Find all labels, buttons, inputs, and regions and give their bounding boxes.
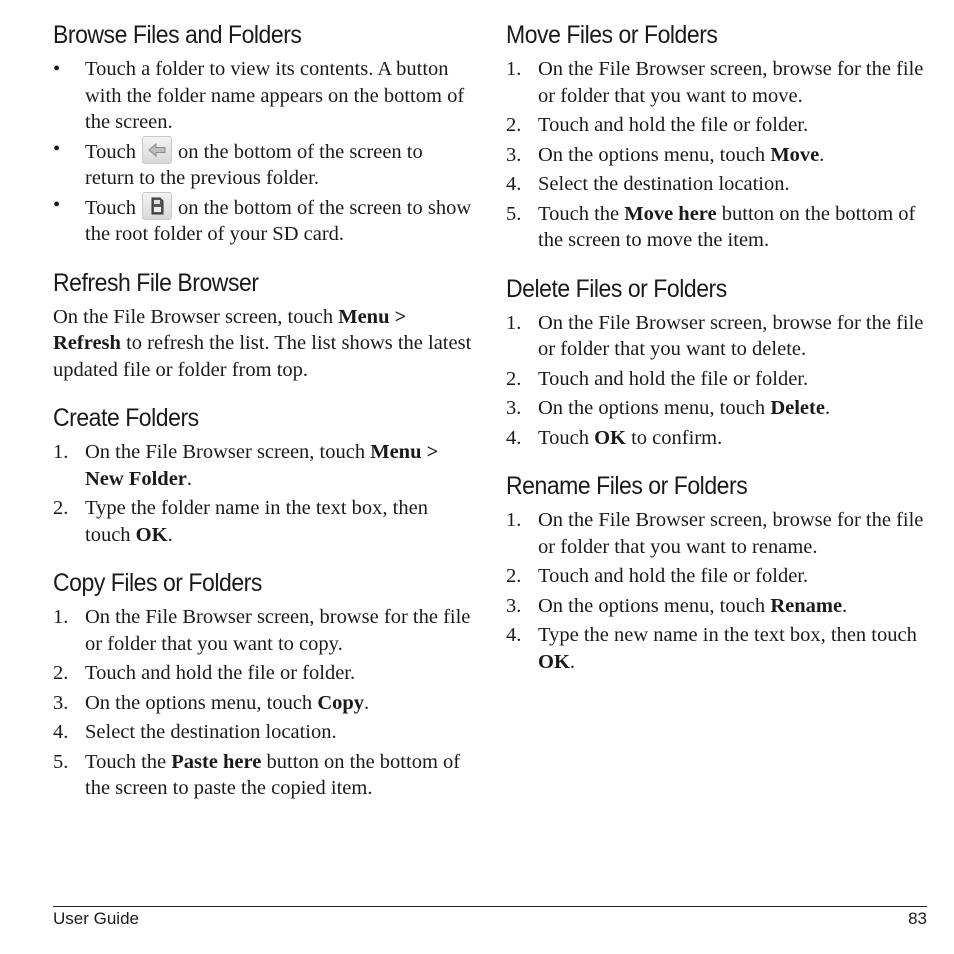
step-number: 5.: [506, 202, 522, 225]
text: Touch and hold the file or folder.: [538, 565, 809, 587]
list-item: [53, 749, 473, 802]
text: .: [186, 467, 193, 490]
text: On the options menu, touch: [538, 143, 771, 166]
step-number: 2.: [506, 565, 522, 587]
step-number: 1.: [53, 606, 69, 628]
text: On the options menu, touch: [85, 691, 318, 714]
text: On the File Browser screen, browse for the file or folder that you want to move.: [538, 58, 924, 107]
step-number: 4.: [506, 426, 522, 449]
section-create: [53, 401, 473, 548]
text: Touch and hold the file or folder.: [538, 114, 809, 136]
text: .: [819, 143, 825, 166]
text: On the File Browser screen, browse for the file or folder that you want to delete.: [538, 311, 924, 360]
step-number: 2.: [53, 662, 69, 684]
sd-card-icon: [142, 192, 172, 220]
text: Type the new name in the text box, then touch: [538, 624, 917, 646]
bold: Rename: [770, 594, 843, 617]
list-item: [506, 593, 926, 620]
text: Touch and hold the file or folder.: [538, 367, 809, 390]
step-number: 3.: [506, 143, 522, 166]
left-column: [53, 18, 473, 820]
page-number: 83: [908, 909, 927, 928]
list-item: [506, 310, 926, 363]
text: Touch the: [538, 202, 625, 225]
step-number: 5.: [53, 750, 69, 773]
text: On the options menu, touch: [538, 397, 771, 419]
text: .: [364, 691, 370, 714]
bullet-text: Touch a folder to view its contents. A button with the folder name appears on the bottom of the screen.: [85, 58, 465, 133]
list-item: [53, 690, 473, 717]
text: On the File Browser screen, browse for the file or folder that you want to rename.: [538, 509, 924, 558]
text: to refresh the list. The list shows the latest updated file or folder from top.: [53, 332, 472, 381]
heading-browse: Browse Files and Folders: [53, 21, 302, 49]
create-steps: [53, 439, 473, 548]
heading-copy: Copy Files or Folders: [53, 569, 262, 597]
list-item: [506, 201, 926, 254]
text: .: [842, 594, 848, 617]
step-number: 3.: [506, 397, 522, 419]
step-number: 3.: [506, 594, 522, 617]
text: Touch and hold the file or folder.: [85, 662, 356, 684]
right-column: [506, 18, 926, 693]
step-number: 2.: [53, 497, 69, 519]
text: On the File Browser screen, touch: [53, 305, 339, 328]
step-number: 4.: [506, 173, 522, 195]
text: On the File Browser screen, browse for the file or folder that you want to copy.: [85, 606, 471, 655]
bullet-marker: •: [53, 58, 61, 80]
list-item: [506, 171, 926, 198]
list-item: [506, 425, 926, 452]
heading-create: Create Folders: [53, 404, 199, 432]
step-number: 1.: [53, 441, 69, 463]
bold: OK: [135, 523, 168, 546]
list-item: [53, 495, 473, 548]
refresh-paragraph: [53, 304, 473, 384]
text: On the File Browser screen, touch: [85, 441, 371, 463]
heading-move: Move Files or Folders: [506, 21, 718, 49]
text: button on the bottom of the screen to paste the copied item.: [85, 750, 461, 799]
bold: Delete: [770, 397, 825, 419]
bold: OK: [538, 650, 570, 673]
text: Touch: [538, 426, 595, 449]
heading-delete: Delete Files or Folders: [506, 274, 727, 303]
step-number: 1.: [506, 509, 522, 531]
section-rename: [506, 469, 926, 675]
back-arrow-icon: [142, 136, 172, 164]
copy-steps: [53, 604, 473, 802]
rename-steps: [506, 507, 926, 675]
text: .: [824, 397, 831, 419]
list-item: [53, 56, 473, 136]
list-item: [506, 142, 926, 169]
list-item: [506, 507, 926, 560]
bold: Copy: [317, 691, 365, 714]
bullet-text-post: on the bottom of the screen to return to the previous folder.: [85, 140, 423, 189]
section-move: [506, 18, 926, 254]
bold-refresh: Refresh: [53, 332, 121, 354]
section-delete: [506, 272, 926, 452]
list-item: [53, 719, 473, 746]
list-item: [53, 604, 473, 657]
bold-menu: Menu >: [338, 305, 407, 328]
bullet-text-pre: Touch: [85, 140, 136, 163]
step-number: 1.: [506, 311, 522, 334]
list-item: [53, 660, 473, 687]
section-copy: [53, 566, 473, 802]
list-item: [53, 192, 473, 248]
section-refresh: [53, 266, 473, 384]
text: .: [569, 650, 576, 673]
bullet-text-pre: Touch: [85, 196, 136, 219]
step-number: 2.: [506, 114, 522, 136]
step-number: 4.: [53, 721, 69, 743]
bullet-marker: •: [53, 137, 61, 160]
bold: Move: [770, 143, 820, 166]
footer-title: User Guide: [53, 909, 139, 928]
browse-bullets: [53, 56, 473, 248]
list-item: [53, 439, 473, 492]
list-item: [506, 563, 926, 590]
bold: OK: [594, 426, 626, 449]
text: .: [167, 523, 173, 546]
heading-refresh: Refresh File Browser: [53, 268, 259, 297]
list-item: [506, 395, 926, 422]
text: Select the destination location.: [538, 173, 790, 195]
step-number: 2.: [506, 367, 522, 390]
list-item: [506, 622, 926, 675]
list-item: [506, 112, 926, 139]
text: On the options menu, touch: [538, 594, 771, 617]
list-item: [506, 366, 926, 393]
move-steps: [506, 56, 926, 254]
text: to confirm.: [625, 426, 723, 449]
bold: Move here: [624, 202, 717, 225]
step-number: 3.: [53, 691, 69, 714]
heading-rename: Rename Files or Folders: [506, 472, 748, 500]
text: Select the destination location.: [85, 721, 337, 743]
section-browse: [53, 18, 473, 248]
text: Type the folder name in the text box, then touch: [85, 497, 428, 546]
page-footer: [53, 906, 927, 929]
bullet-marker: •: [53, 193, 61, 216]
bold: Menu >: [370, 441, 439, 463]
step-number: 1.: [506, 58, 522, 80]
list-item: [53, 136, 473, 192]
text: button on the bottom of the screen to move the item.: [538, 202, 916, 251]
delete-steps: [506, 310, 926, 452]
bullet-text-post: on the bottom of the screen to show the root folder of your SD card.: [85, 196, 472, 245]
text: Touch the: [85, 750, 172, 773]
bold: Paste here: [171, 750, 262, 773]
list-item: [506, 56, 926, 109]
bold: New Folder: [85, 467, 187, 490]
step-number: 4.: [506, 624, 522, 646]
